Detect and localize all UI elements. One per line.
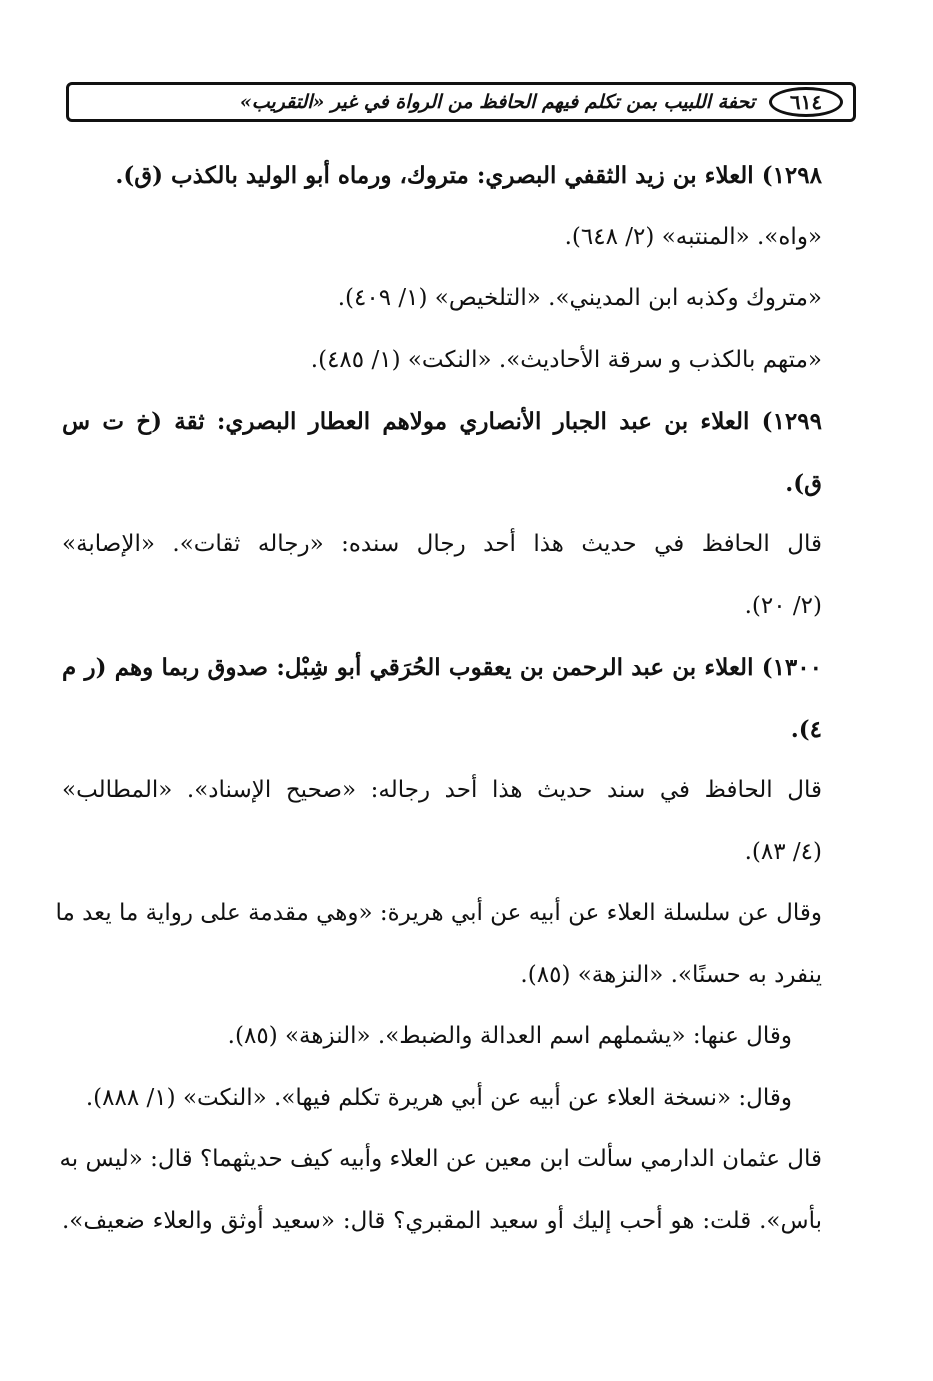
text-line: ق).	[785, 469, 822, 497]
text-line: ٤).	[790, 715, 822, 743]
running-header	[66, 82, 856, 122]
text-line: «متروك وكذبه ابن المديني». «التلخيص» (١/ ٤٠٩).	[337, 285, 822, 311]
text-line: ١٢٩٩) العلاء بن عبد الجبار الأنصاري مولاهم العطار البصري: ثقة (خ ت س	[62, 408, 822, 435]
text-line: وقال عن سلسلة العلاء عن أبيه عن أبي هريرة: «وهي مقدمة على رواية ما يعد ما	[55, 900, 822, 926]
text-line: «واه». «المنتبه» (٢/ ٦٤٨).	[564, 223, 822, 250]
text-line: وقال: «نسخة العلاء عن أبيه عن أبي هريرة تكلم فيها». «النكت» (١/ ٨٨٨).	[85, 1084, 792, 1111]
text-line: قال الحافظ في حديث هذا أحد رجال سنده: «رجاله ثقات». «الإصابة»	[62, 531, 822, 557]
page-number: ٦١٤	[769, 87, 843, 117]
body-text	[55, 145, 822, 1252]
text-line: (٤/ ٨٣).	[744, 838, 822, 865]
text-line: قال عثمان الدارمي سألت ابن معين عن العلاء وأبيه كيف حديثهما؟ قال: «ليس به	[59, 1146, 822, 1172]
text-line: (٢/ ٢٠).	[744, 592, 822, 619]
running-title: تحفة اللبيب بمن تكلم فيهم الحافظ من الرواة في غير «التقريب»	[239, 91, 755, 113]
text-line: بأس». قلت: هو أحب إليك أو سعيد المقبري؟ قال: «سعيد أوثق والعلاء ضعيف».	[62, 1207, 822, 1234]
text-line: «متهم بالكذب و سرقة الأحاديث». «النكت» (١/ ٤٨٥).	[310, 346, 822, 373]
text-line: ينفرد به حسنًا». «النزهة» (٨٥).	[520, 961, 822, 988]
text-line: وقال عنها: «يشملهم اسم العدالة والضبط». «النزهة» (٨٥).	[227, 1023, 792, 1049]
text-line: ١٣٠٠) العلاء بن عبد الرحمن بن يعقوب الحُرَقي أبو شِبْل: صدوق ربما وهم (ر م	[62, 654, 822, 681]
text-line: قال الحافظ في سند حديث هذا أحد رجاله: «صحيح الإسناد». «المطالب»	[62, 777, 822, 803]
text-line: ١٢٩٨) العلاء بن زيد الثقفي البصري: متروك، ورماه أبو الوليد بالكذب (ق).	[115, 162, 822, 189]
